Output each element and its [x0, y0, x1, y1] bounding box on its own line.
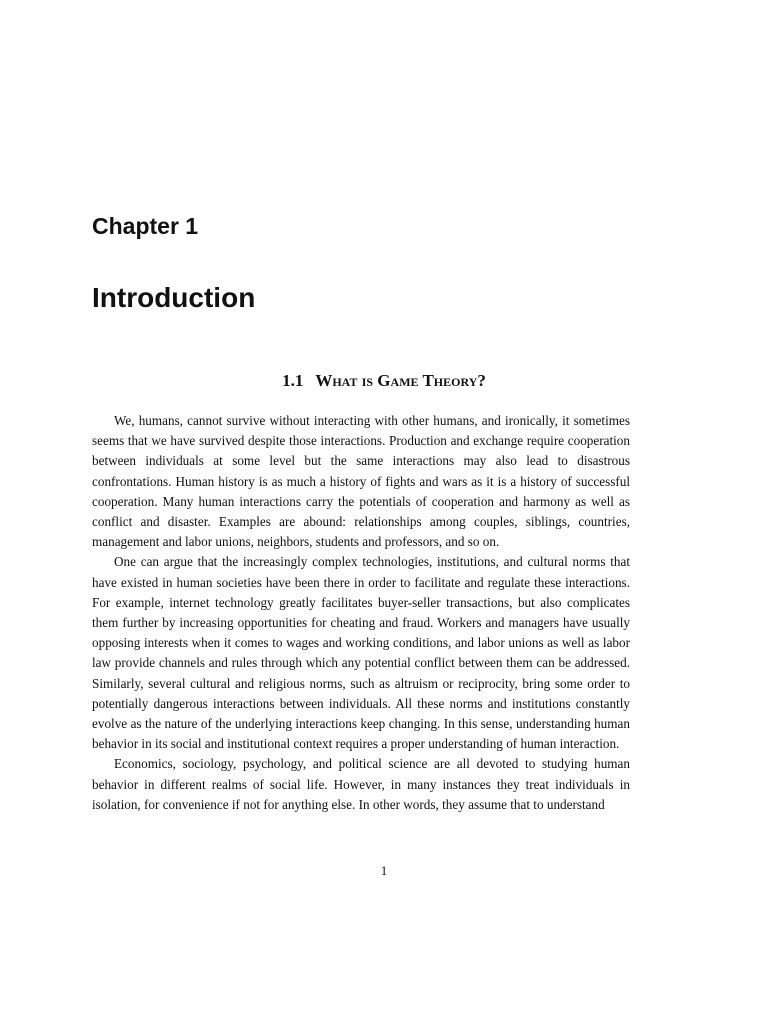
chapter-label: Chapter 1	[92, 213, 199, 239]
chapter-title: Introduction	[92, 282, 256, 313]
paragraph-3: Economics, sociology, psychology, and political science are all devoted to studying human behavior in different realms of social life. However, in many instances they treat individuals in isolation, for convenience if not for anything else. In other words, they assume that to understand	[92, 756, 630, 812]
section-number: 1.1	[282, 371, 304, 390]
body-text	[92, 411, 630, 815]
paragraph-2: One can argue that the increasingly complex technologies, institutions, and cultural norms that have existed in human societies have been there in order to facilitate and regulate these interactions. For example, internet technology greatly facilitates buyer-seller transactions, but also complicates them further by increasing opportunities for cheating and fraud. Workers and managers have usually opposing interests when it comes to wages and working conditions, and labor unions as well as labor law provide channels and rules through which any potential conflict between them can be addressed. Similarly, several cultural and religious norms, such as altruism or reciprocity, bring some order to potentially dangerous interactions between individuals. All these norms and institutions constantly evolve as the nature of the underlying interactions keep changing. In this sense, understanding human behavior in its social and institutional context requires a proper understanding of human interaction.	[92, 554, 630, 752]
section-heading	[0, 368, 768, 394]
paragraph-1: We, humans, cannot survive without interacting with other humans, and ironically, it sometimes seems that we have survived despite those interactions. Production and exchange require cooperation between individuals at some level but the same interactions may also lead to disastrous confrontations. Human history is as much a history of fights and wars as it is a history of successful cooperation. Many human interactions carry the potentials of cooperation and harmony as well as conflict and disaster. Examples are abound: relationships among couples, siblings, countries, management and labor unions, neighbors, students and professors, and so on.	[92, 413, 630, 550]
section-title: What is Game Theory?	[315, 371, 486, 390]
page-number: 1	[380, 863, 388, 878]
